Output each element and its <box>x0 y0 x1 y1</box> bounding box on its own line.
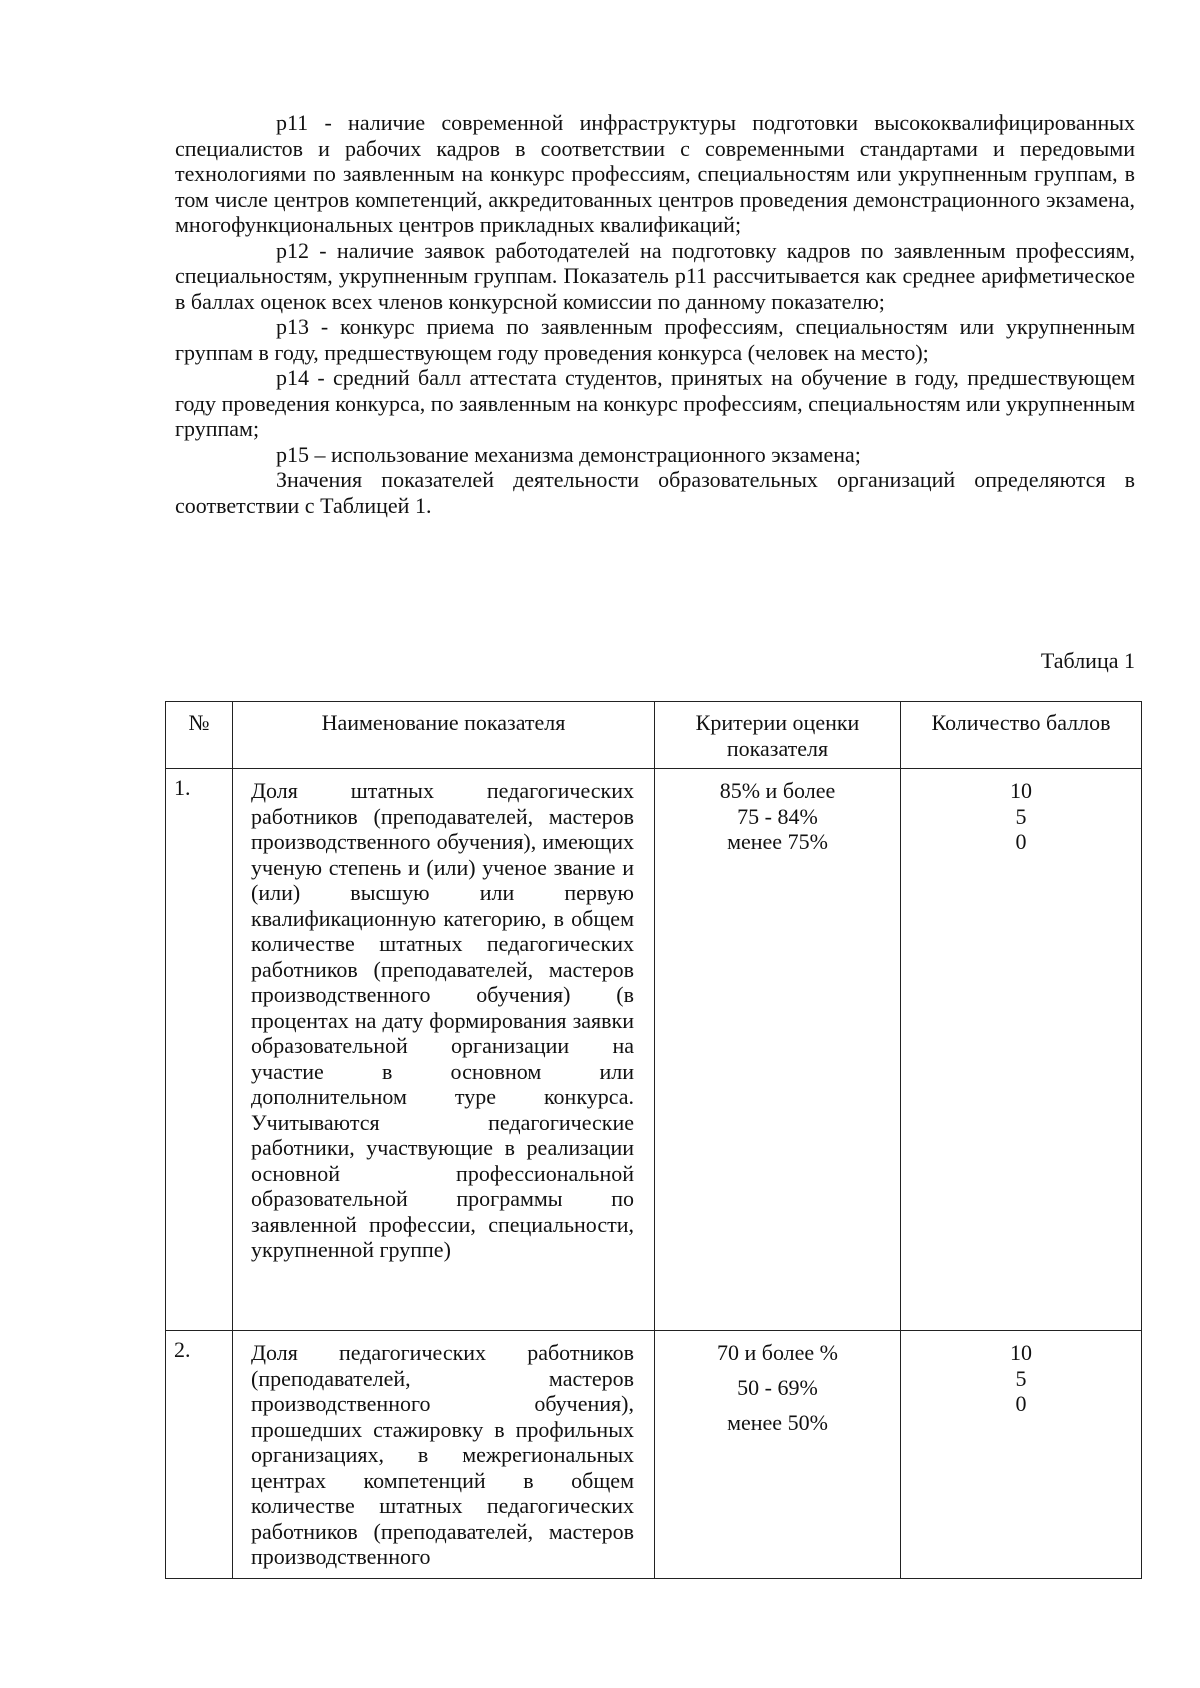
table-row <box>166 1331 1142 1579</box>
points-item: 10 <box>1010 1340 1032 1365</box>
header-criteria: Критерии оценки показателя <box>655 702 901 769</box>
indicator-name: Доля штатных педагогических работников (преподавателей, мастеров производственного обучения), имеющих ученую степень и (или) ученое звание и (или) высшую или первую квалификационную категорию, в общем количестве штатных педагогических работников (преподавателей, мастеров производственного обучения) (в процентах на дату формирования заявки образовательной организации на участие в основном или дополнительном туре конкурса. Учитываются педагогические работники, участвующие в реализации основной профессиональной образовательной программы по заявленной профессии, специальности, укрупненной группе) <box>233 769 655 1331</box>
paragraph-p15: p15 – использование механизма демонстрационного экзамена; <box>276 441 861 467</box>
table-header-row <box>166 702 1142 769</box>
row-number: 2. <box>166 1331 233 1579</box>
points-item: 0 <box>1015 829 1027 854</box>
criteria-cell <box>655 1331 901 1579</box>
paragraph-p14: p14 - средний балл аттестата студентов, принятых на обучение в году, предшествующем году проведения конкурса, по заявленным на конкурс профессиям, специальностям или укрупненным группам; <box>175 365 1135 441</box>
criteria-item: 50 - 69% <box>737 1375 818 1400</box>
criteria-cell <box>655 769 901 1331</box>
criteria-item: менее 50% <box>727 1410 828 1435</box>
row-number: 1. <box>166 769 233 1331</box>
criteria-item: 75 - 84% <box>737 803 818 829</box>
paragraph-p13: p13 - конкурс приема по заявленным профессиям, специальностям или укрупненным группам в году, предшествующем году проведения конкурса (человек на место); <box>175 314 1135 365</box>
points-item: 10 <box>1010 778 1032 803</box>
body-text <box>175 110 1135 518</box>
paragraph-p11: p11 - наличие современной инфраструктуры подготовки высококвалифицированных специалистов и рабочих кадров в соответствии с современными стандартами и передовыми технологиями по заявленным на конкурс профессиям, специальностям или укрупненным группам, в том числе центров компетенций, аккредитованных центров проведения демонстрационного экзамена, многофункциональных центров прикладных квалификаций; <box>175 110 1135 237</box>
points-item: 5 <box>1015 803 1027 829</box>
indicators-table <box>165 701 1142 1579</box>
points-item: 0 <box>1015 1391 1027 1416</box>
criteria-item: 70 и более % <box>716 1340 838 1365</box>
points-cell <box>901 1331 1142 1579</box>
paragraph-table-reference: Значения показателей деятельности образовательных организаций определяются в соответствии с Таблицей 1. <box>175 467 1135 518</box>
indicator-name: Доля педагогических работников (преподавателей, мастеров производственного обучения), прошедших стажировку в профильных организациях, в межрегиональных центрах компетенций в общем количестве штатных педагогических работников (преподавателей, мастеров производственного <box>233 1331 655 1579</box>
table-caption: Таблица 1 <box>1040 648 1135 673</box>
paragraph-p12: p12 - наличие заявок работодателей на подготовку кадров по заявленным профессиям, специальностям, укрупненным группам. Показатель p11 рассчитывается как среднее арифметическое в баллах оценок всех членов конкурсной комиссии по данному показателю; <box>175 237 1135 314</box>
table-row <box>166 769 1142 1331</box>
points-cell <box>901 769 1142 1331</box>
header-name: Наименование показателя <box>233 702 655 769</box>
header-points: Количество баллов <box>901 702 1142 769</box>
criteria-item: 85% и более <box>719 778 836 803</box>
header-num: № <box>166 702 233 769</box>
criteria-item: менее 75% <box>727 829 828 854</box>
points-item: 5 <box>1015 1365 1027 1391</box>
